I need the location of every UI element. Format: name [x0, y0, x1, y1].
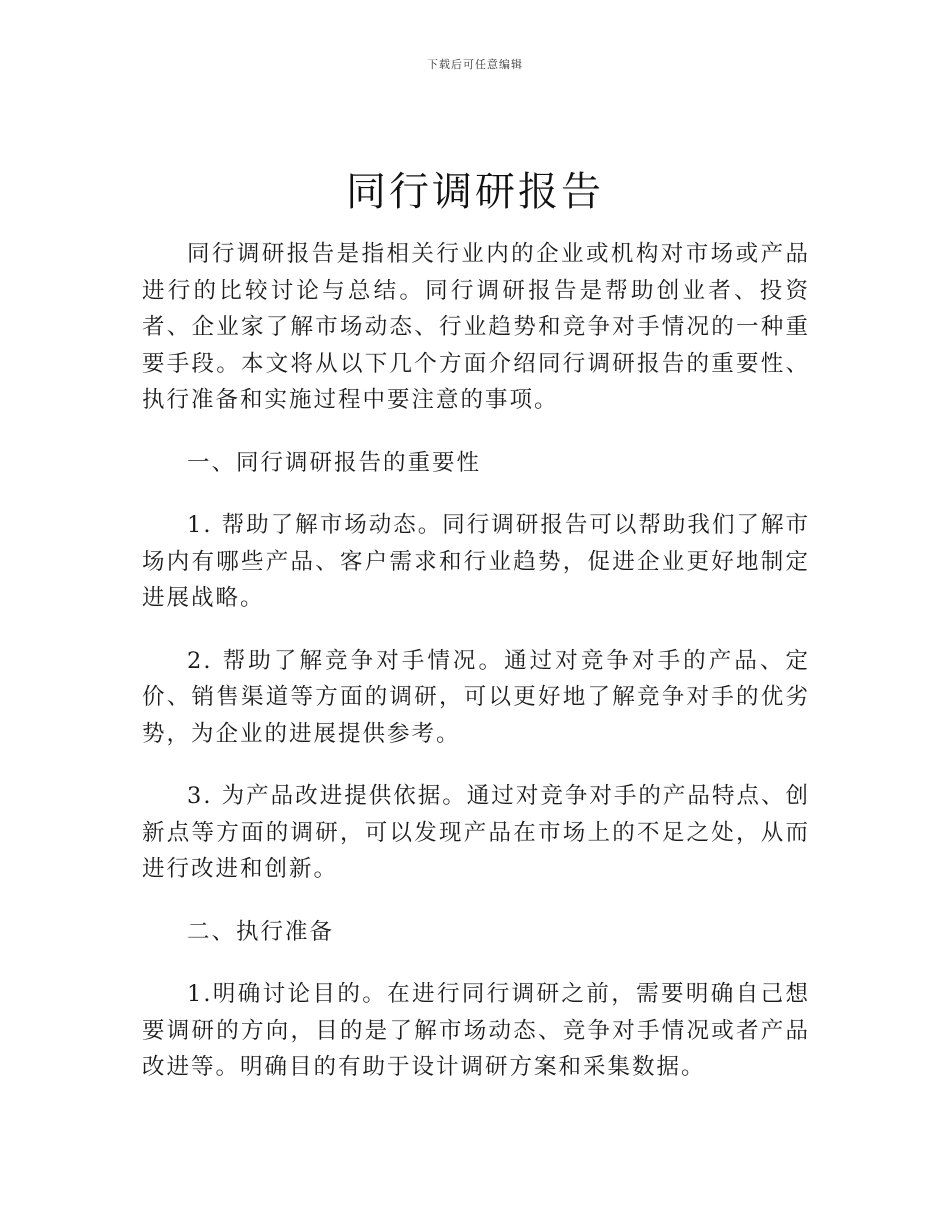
- list-item: 1. 帮助了解市场动态。同行调研报告可以帮助我们了解市场内有哪些产品、客户需求和行业趋势，促进企业更好地制定进展战略。: [142, 512, 810, 611]
- header-note: 下载后可任意编辑: [427, 58, 523, 71]
- list-item: 1.明确讨论目的。在进行同行调研之前，需要明确自己想要调研的方向，目的是了解市场动态、竞争对手情况或者产品改进等。明确目的有助于设计调研方案和采集数据。: [142, 981, 810, 1080]
- document-title: 同行调研报告: [346, 169, 604, 215]
- section-heading-importance: 一、同行调研报告的重要性: [187, 449, 482, 476]
- list-item: 3. 为产品改进提供依据。通过对竞争对手的产品特点、创新点等方面的调研，可以发现产品在市场上的不足之处，从而进行改进和创新。: [142, 783, 810, 882]
- document-body: [142, 236, 810, 1112]
- section-heading-preparation: 二、执行准备: [187, 918, 335, 945]
- intro-paragraph: 同行调研报告是指相关行业内的企业或机构对市场或产品进行的比较讨论与总结。同行调研报告是帮助创业者、投资者、企业家了解市场动态、行业趋势和竞争对手情况的一种重要手段。本文将从以下几个方面介绍同行调研报告的重要性、执行准备和实施过程中要注意的事项。: [142, 241, 810, 413]
- list-item: 2. 帮助了解竞争对手情况。通过对竞争对手的产品、定价、销售渠道等方面的调研，可以更好地了解竞争对手的优劣势，为企业的进展提供参考。: [142, 647, 810, 747]
